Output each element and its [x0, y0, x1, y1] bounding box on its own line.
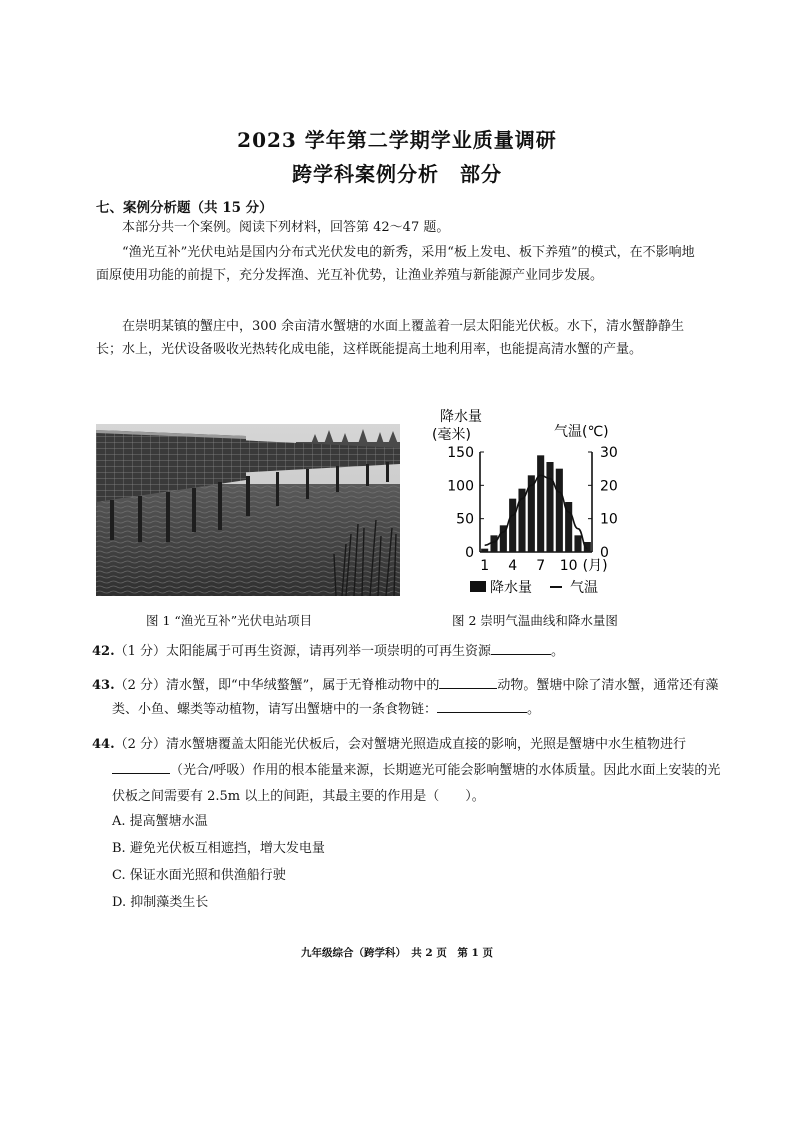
right-tick-label: 30	[600, 445, 618, 461]
question-43-text-1: （2 分）清水蟹，即“中华绒螯蟹”，属于无脊椎动物中的	[114, 678, 440, 693]
question-42-number: 42.	[92, 644, 115, 659]
left-tick-label: 0	[465, 545, 474, 561]
question-44-number: 44.	[92, 737, 115, 752]
page-footer: 九年级综合（跨学科） 共 2 页 第 1 页	[301, 947, 493, 959]
question-44-text-2: （光合/呼吸）作用的根本能量来源，长期遮光可能会影响蟹塘的水体质量。因此水面上安装的光伏板之间需要有 2.5m 以上的间距，其最主要的作用是（ ）。	[112, 763, 721, 804]
answer-blank-42[interactable]	[491, 640, 551, 655]
option-a[interactable]: A. 提高蟹塘水温	[112, 814, 208, 829]
left-axis-label-1: 降水量	[440, 409, 482, 425]
solar-farm-photo	[96, 424, 400, 596]
option-d[interactable]: D. 抑制藻类生长	[112, 895, 209, 910]
right-tick-label: 20	[600, 478, 618, 495]
precipitation-bar	[490, 535, 497, 552]
climate-chart-svg	[432, 404, 632, 604]
answer-blank-43b[interactable]	[437, 698, 527, 713]
left-tick-label: 50	[456, 511, 474, 528]
left-axis-label-2: (毫米)	[432, 427, 471, 443]
legend-bar-swatch	[470, 581, 486, 592]
right-axis-label: 气温(℃)	[554, 424, 609, 440]
answer-blank-44[interactable]	[112, 759, 170, 774]
x-axis-label: (月)	[582, 558, 608, 574]
page-title: 2023 学年第二学期学业质量调研	[237, 128, 557, 152]
option-b[interactable]: B. 避免光伏板互相遮挡，增大发电量	[112, 841, 325, 856]
question-42: 42.（1 分）太阳能属于可再生资源，请再列举一项崇明的可再生资源 。	[92, 640, 704, 664]
figure-2-caption: 图 2 崇明气温曲线和降水量图	[452, 613, 618, 628]
x-tick-label: 4	[508, 558, 518, 574]
climate-chart	[432, 404, 632, 604]
x-tick-label: 1	[480, 558, 490, 574]
precipitation-bar	[556, 469, 563, 552]
intro-text: 本部分共一个案例。阅读下列材料，回答第 42～47 题。	[122, 220, 450, 235]
question-43-number: 43.	[92, 678, 115, 693]
question-42-text: （1 分）太阳能属于可再生资源，请再列举一项崇明的可再生资源	[114, 644, 492, 659]
legend-precipitation: 降水量	[490, 580, 532, 596]
left-tick-label: 150	[447, 445, 474, 461]
x-tick-label: 7	[536, 558, 546, 574]
legend-temperature: 气温	[570, 580, 598, 596]
figure-1-caption: 图 1 “渔光互补”光伏电站项目	[146, 613, 313, 628]
question-44-text-1: （2 分）清水蟹塘覆盖太阳能光伏板后，会对蟹塘光照造成直接的影响，光照是蟹塘中水生植物进行	[114, 737, 687, 752]
right-tick-label: 10	[600, 511, 618, 528]
precipitation-bar	[537, 455, 544, 552]
material-paragraph-2: 在崇明某镇的蟹庄中，300 余亩清水蟹塘的水面上覆盖着一层太阳能光伏板。水下，清水蟹静静生长；水上，光伏设备吸收光热转化成电能，这样既能提高土地利用率，也能提高清水蟹的产量。	[96, 319, 684, 357]
question-43: 43.（2 分）清水蟹，即“中华绒螯蟹”，属于无脊椎动物中的 动物。蟹塘中除了清水蟹，通常还有藻类、小鱼、螺类等动植物，请写出蟹塘中的一条食物链： 。	[92, 674, 724, 722]
x-tick-label: 10	[559, 558, 578, 574]
precipitation-bar	[546, 462, 553, 552]
option-c[interactable]: C. 保证水面光照和供渔船行驶	[112, 868, 286, 883]
precipitation-bar	[574, 535, 581, 552]
answer-blank-43a[interactable]	[439, 674, 497, 689]
precipitation-bar	[509, 499, 516, 552]
question-43-text-2: 动物。蟹塘中除了清水蟹，通常还有藻类、小鱼、螺类等动植物，请写出蟹塘中的一条食物链：	[112, 678, 719, 717]
material-paragraph-1: “渔光互补”光伏电站是国内分布式光伏发电的新秀，采用“板上发电、板下养殖”的模式，在不影响地面原使用功能的前提下，充分发挥渔、光互补优势，让渔业养殖与新能源产业同步发展。	[96, 245, 695, 283]
question-44	[92, 732, 724, 810]
right-tick-label: 0	[600, 545, 609, 561]
section-heading: 七、案例分析题（共 15 分）	[96, 200, 273, 216]
left-tick-label: 100	[447, 478, 474, 495]
page-subtitle: 跨学科案例分析 部分	[292, 162, 502, 186]
precipitation-bar	[481, 549, 488, 552]
